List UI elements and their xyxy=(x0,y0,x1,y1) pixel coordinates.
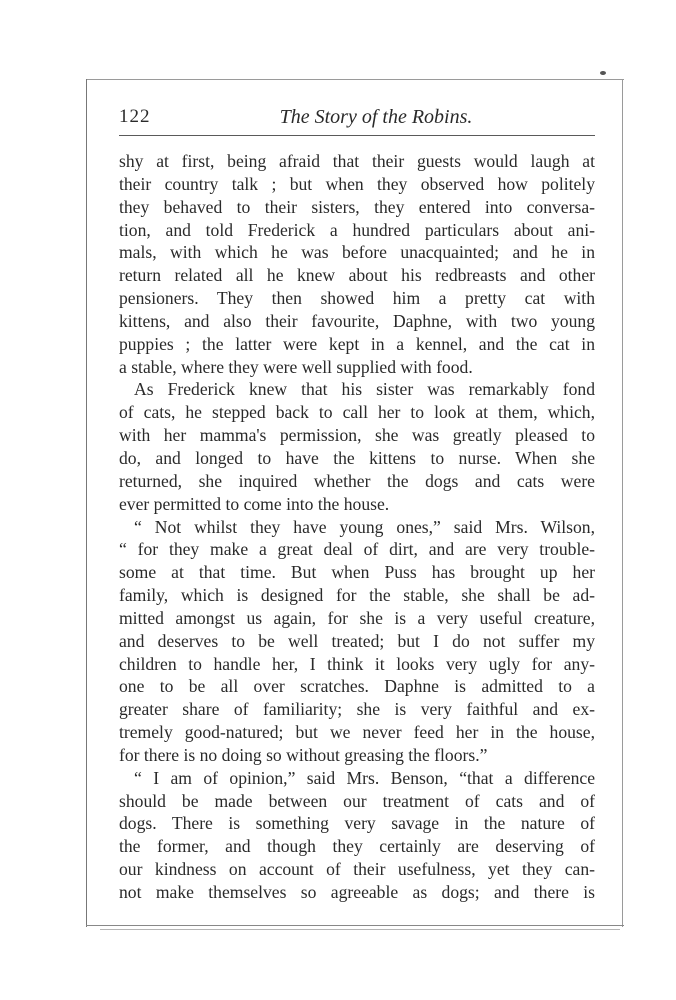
text-line: pensioners. They then showed him a pretty cat with xyxy=(119,288,595,309)
frame-left-rule xyxy=(86,79,87,927)
text-line: they behaved to their sisters, they entered into conversa- xyxy=(119,196,595,217)
text-line: of cats, he stepped back to call her to look at them, which, xyxy=(119,402,595,423)
text-line: with her mamma's permission, she was greatly pleased to xyxy=(119,425,595,446)
text-line: ever permitted to come into the house. xyxy=(119,493,390,514)
text-line: mitted amongst us again, for she is a very useful creature, xyxy=(119,607,595,628)
text-line: kittens, and also their favourite, Daphne, with two young xyxy=(119,310,595,331)
text-line: and deserves to be well treated; but I do not suffer my xyxy=(119,630,595,651)
text-line: shy at first, being afraid that their guests would laugh at xyxy=(119,151,595,171)
running-title: The Story of the Robins. xyxy=(279,106,473,128)
text-line: dogs. There is something very savage in the nature of xyxy=(119,813,595,834)
text-line: should be made between our treatment of cats and of xyxy=(119,790,595,811)
text-line: our kindness on account of their usefulness, yet they can- xyxy=(119,859,595,880)
text-line: do, and longed to have the kittens to nurse. When she xyxy=(119,447,595,468)
text-line: return related all he knew about his redbreasts and other xyxy=(119,265,595,286)
text-line: mals, with which he was before unacquainted; and he in xyxy=(119,242,595,263)
text-line: one to be all over scratches. Daphne is admitted to a xyxy=(119,676,595,697)
running-header xyxy=(119,104,593,134)
text-line: children to handle her, I think it looks very ugly for any- xyxy=(119,653,595,674)
text-line: returned, she inquired whether the dogs and cats were xyxy=(119,470,595,491)
frame-bottom-rule xyxy=(86,925,624,926)
header-rule xyxy=(119,135,595,136)
text-line: not make themselves so agreeable as dogs; and there is xyxy=(119,882,595,902)
frame-right-rule xyxy=(622,79,623,927)
text-line: puppies ; the latter were kept in a kennel, and the cat in xyxy=(119,333,595,354)
text-line: their country talk ; but when they observed how politely xyxy=(119,173,595,194)
body-text xyxy=(119,150,595,904)
text-line: tremely good-natured; but we never feed her in the house, xyxy=(119,722,595,743)
text-line: the former, and though they certainly are deserving of xyxy=(119,836,595,857)
frame-top-rule xyxy=(86,79,624,80)
ink-speck xyxy=(600,71,606,75)
text-line: greater share of familiarity; she is very faithful and ex- xyxy=(119,699,595,720)
text-line: “ I am of opinion,” said Mrs. Benson, “that a difference xyxy=(134,767,595,788)
page-number: 122 xyxy=(119,106,151,127)
text-line: “ Not whilst they have young ones,” said Mrs. Wilson, xyxy=(134,516,595,537)
text-line: a stable, where they were well supplied with food. xyxy=(119,356,473,377)
text-line: “ for they make a great deal of dirt, and are very trouble- xyxy=(119,539,595,560)
frame-bottom-inner-rule xyxy=(100,929,620,930)
text-line: for there is no doing so without greasing the floors.” xyxy=(119,744,488,765)
text-line: tion, and told Frederick a hundred particulars about ani- xyxy=(119,219,595,240)
text-line: family, which is designed for the stable, she shall be ad- xyxy=(119,585,595,606)
text-line: As Frederick knew that his sister was remarkably fond xyxy=(134,379,595,400)
text-line: some at that time. But when Puss has brought up her xyxy=(119,562,595,583)
